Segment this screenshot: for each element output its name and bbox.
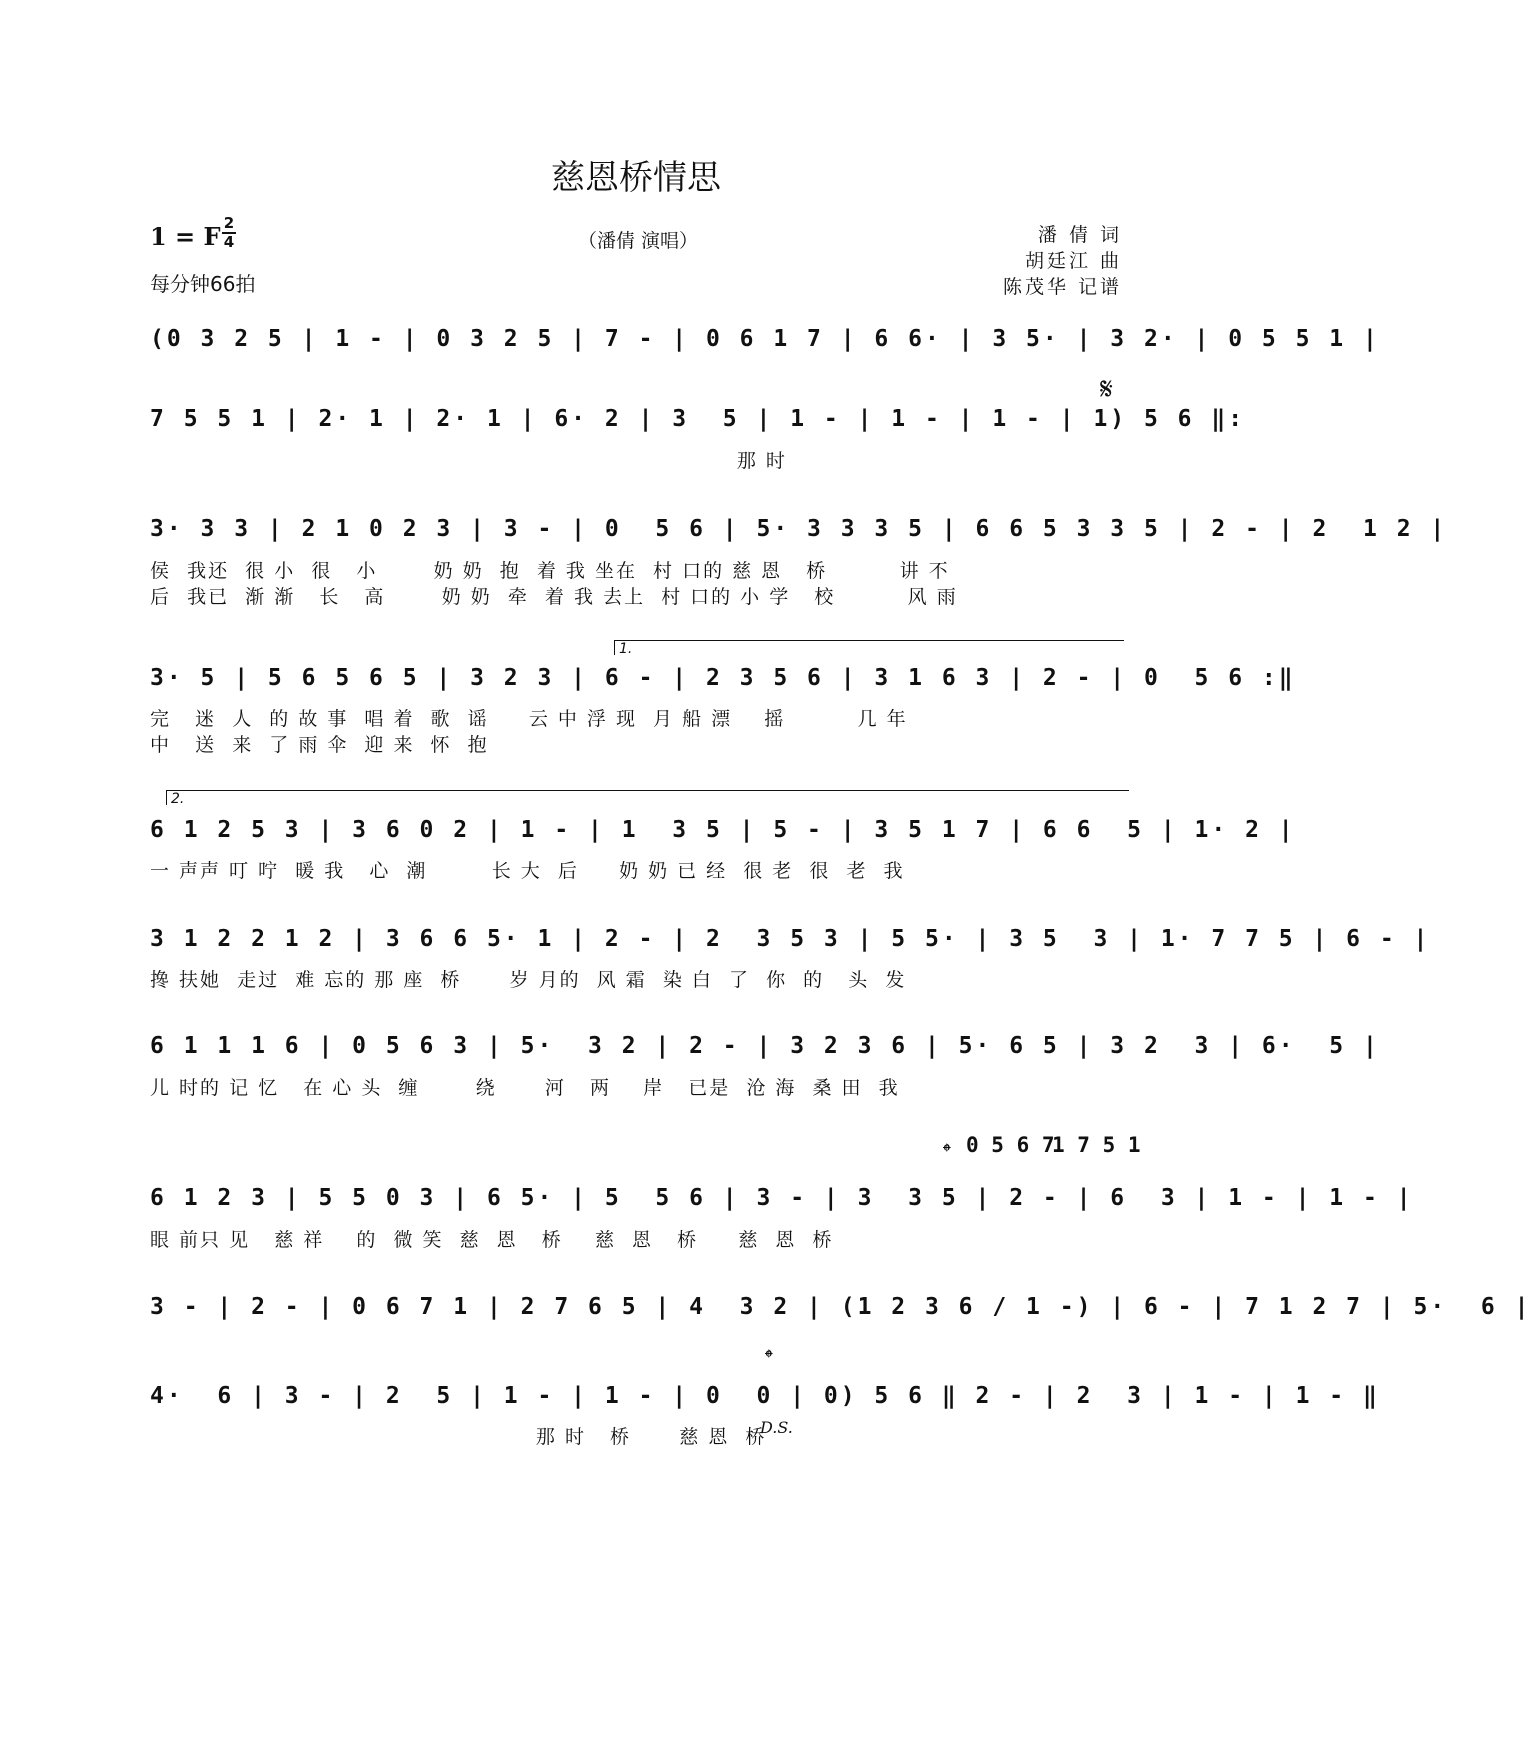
score-row-3: 3· 3 3 | 2 1 0 2 3 | 3 - | 0 5 6 | 5· 3 3 3 5 | 6 6 5 3 3 5 | 2 - | 2 1 2 | bbox=[150, 516, 1448, 542]
time-signature bbox=[222, 216, 236, 250]
coda-icon: 𝄌 bbox=[943, 1140, 951, 1165]
score-row-8: 6 1 2 3 | 5 5 0 3 | 6 5· | 5 5 6 | 3 - | 3 3 5 | 2 - | 6 3 | 1 - | 1 - | bbox=[150, 1185, 1414, 1211]
score-row-5: 6 1 2 5 3 | 3 6 0 2 | 1 - | 1 3 5 | 5 - | 3 5 1 7 | 6 6 5 | 1· 2 | bbox=[150, 817, 1296, 843]
score-row-9: 3 - | 2 - | 0 6 7 1 | 2 7 6 5 | 4 3 2 | (1 2 3 6 / 1 -) | 6 - | 7 1 2 7 | 5· 6 | bbox=[150, 1294, 1531, 1320]
score-row-7: 6 1 1 1 6 | 0 5 6 3 | 5· 3 2 | 2 - | 3 2 3 6 | 5· 6 5 | 3 2 3 | 6· 5 | bbox=[150, 1033, 1380, 1059]
coda-notes-a: 0 5 6 7 bbox=[966, 1133, 1055, 1157]
ds-label: D.S. bbox=[760, 1418, 793, 1437]
lyric-row-5: 一 声声 叮 咛 暖 我 心 潮 长 大 后 奶 奶 已 经 很 老 很 老 我 bbox=[150, 860, 905, 882]
score-row-2: 7 5 5 1 | 2· 1 | 2· 1 | 6· 2 | 3 5 | 1 - | 1 - | 1 - | 1) 5 6 ‖: bbox=[150, 406, 1246, 432]
coda-icon-2: 𝄌 bbox=[765, 1346, 773, 1371]
score-row-10: 4· 6 | 3 - | 2 5 | 1 - | 1 - | 0 0 | 0) 5 6 ‖ 2 - | 2 3 | 1 - | 1 - ‖ bbox=[150, 1383, 1380, 1409]
lyric-row-3a: 侯 我还 很 小 很 小 奶 奶 抱 着 我 坐在 村 口的 慈 恩 桥 讲 不 bbox=[150, 560, 950, 582]
score-row-4: 3· 5 | 5 6 5 6 5 | 3 2 3 | 6 - | 2 3 5 6 | 3 1 6 3 | 2 - | 0 5 6 :‖ bbox=[150, 665, 1296, 691]
lyric-row-4b: 中 送 来 了 雨 伞 迎 来 怀 抱 bbox=[150, 734, 489, 756]
coda-notes-b: 1 7 5 1 bbox=[1052, 1133, 1141, 1157]
lyric-row-10: 那 时 桥 慈 恩 桥 bbox=[150, 1426, 767, 1448]
credits-block bbox=[1003, 222, 1122, 300]
composer-credit: 胡廷江 曲 bbox=[1024, 250, 1122, 272]
lyric-row-4a: 完 迷 人 的 故 事 唱 着 歌 谣 云 中 浮 现 月 船 漂 摇 几 年 bbox=[150, 708, 908, 730]
performer-credit: （潘倩 演唱） bbox=[578, 230, 699, 252]
lyricist-credit: 潘 倩 词 bbox=[1037, 224, 1122, 246]
tempo-marking: 每分钟66拍 bbox=[150, 272, 256, 296]
segno-icon: 𝄋 bbox=[1100, 372, 1113, 407]
time-signature-top: 2 bbox=[223, 214, 235, 232]
lyric-row-8: 眼 前只 见 慈 祥 的 微 笑 慈 恩 桥 慈 恩 桥 慈 恩 桥 bbox=[150, 1229, 834, 1251]
song-title: 慈恩桥情思 bbox=[551, 158, 721, 198]
volta-1: 1. bbox=[614, 640, 1124, 655]
lyric-row-6: 搀 扶她 走过 难 忘的 那 座 桥 岁 月的 风 霜 染 白 了 你 的 头 发 bbox=[150, 969, 907, 991]
transcriber-credit: 陈茂华 记谱 bbox=[1002, 276, 1122, 298]
score-row-1: (0 3 2 5 | 1 - | 0 3 2 5 | 7 - | 0 6 1 7 | 6 6· | 3 5· | 3 2· | 0 5 5 1 | bbox=[150, 326, 1380, 352]
score-row-6: 3 1 2 2 1 2 | 3 6 6 5· 1 | 2 - | 2 3 5 3 | 5 5· | 3 5 3 | 1· 7 7 5 | 6 - | bbox=[150, 926, 1431, 952]
time-signature-bottom: 4 bbox=[223, 233, 235, 251]
volta-2: 2. bbox=[166, 790, 1129, 805]
key-signature: 1 = F bbox=[150, 222, 221, 251]
lyric-row-2: 那 时 bbox=[150, 450, 787, 472]
lyric-row-3b: 后 我已 渐 渐 长 高 奶 奶 牵 着 我 去上 村 口的 小 学 校 风 雨 bbox=[150, 586, 958, 608]
lyric-row-7: 儿 时的 记 忆 在 心 头 缠 绕 河 两 岸 已是 沧 海 桑 田 我 bbox=[150, 1077, 900, 1099]
